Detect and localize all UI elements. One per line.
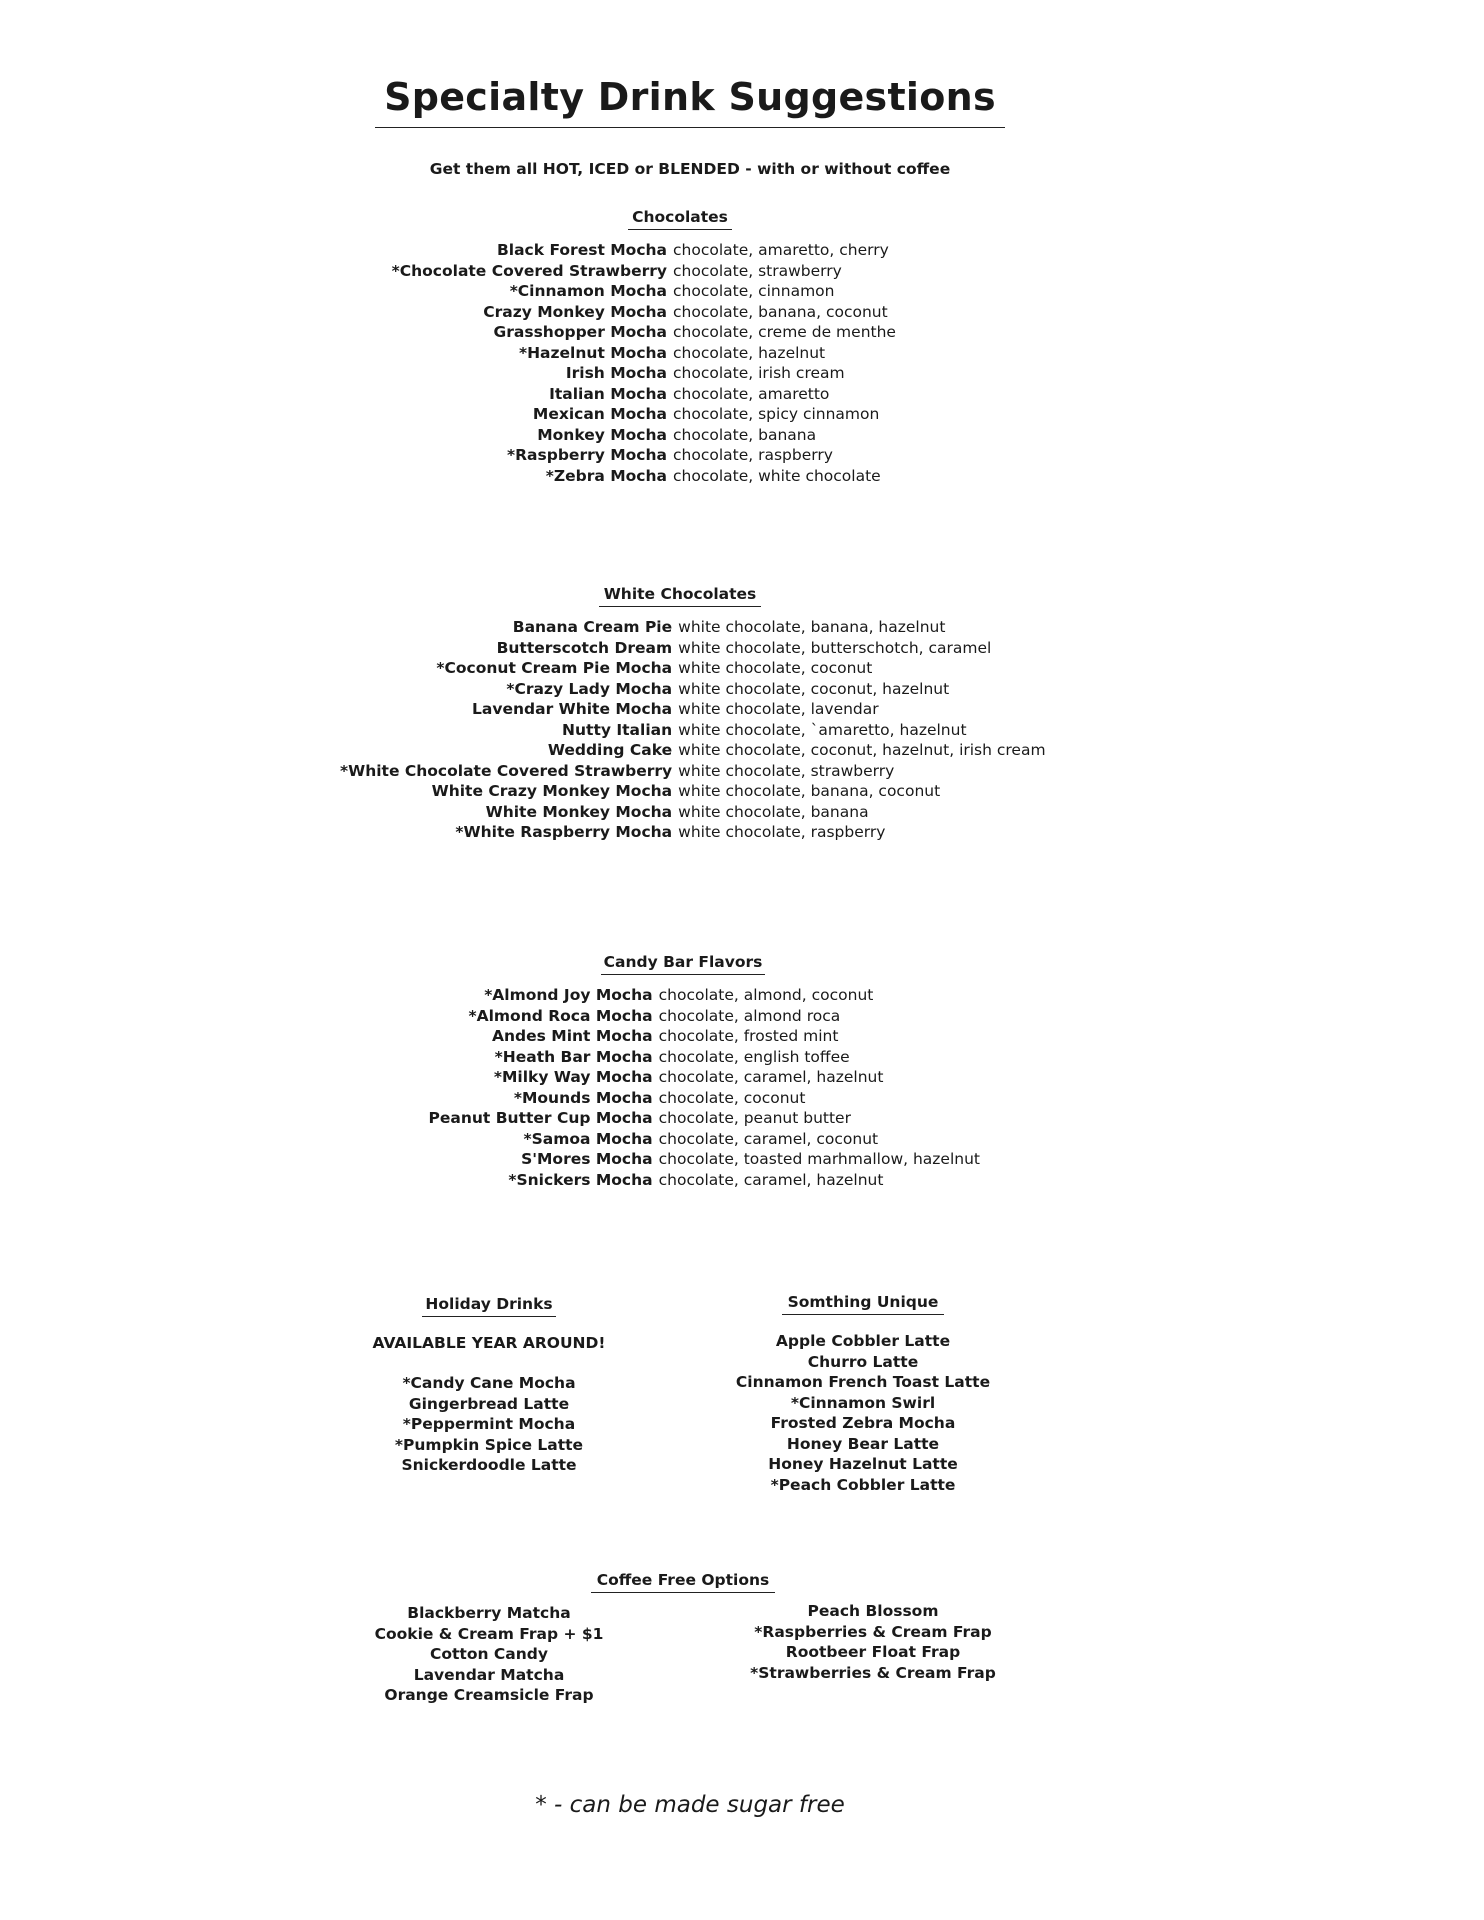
drink-name: Nutty Italian xyxy=(562,720,673,739)
menu-row xyxy=(340,638,1046,659)
drink-name: *Mounds Mocha xyxy=(513,1088,653,1107)
drink-ingredients: chocolate, strawberry xyxy=(673,261,842,280)
section-heading-unique: Somthing Unique xyxy=(787,1293,939,1311)
list-item: Apple Cobbler Latte xyxy=(775,1332,951,1350)
drink-name: Mexican Mocha xyxy=(532,405,667,423)
list-item: *Peach Cobbler Latte xyxy=(770,1475,956,1494)
list-item: Peach Blossom xyxy=(807,1602,939,1620)
drink-ingredients: white chocolate, lavendar xyxy=(678,700,879,718)
menu-row xyxy=(340,985,980,1006)
drink-name: Wedding Cake xyxy=(547,741,673,759)
drink-name: *Hazelnut Mocha xyxy=(518,343,667,362)
drink-ingredients: white chocolate, banana xyxy=(678,802,869,821)
menu-row xyxy=(340,363,960,384)
drink-name: *White Chocolate Covered Strawberry xyxy=(340,761,673,780)
drink-ingredients: chocolate, creme de menthe xyxy=(673,323,896,341)
drink-ingredients: white chocolate, banana, coconut xyxy=(678,782,941,800)
menu-table-chocolates xyxy=(340,240,960,486)
list-item: Honey Bear Latte xyxy=(786,1434,940,1453)
drink-name: Lavendar White Mocha xyxy=(472,700,673,718)
menu-row xyxy=(340,822,1046,843)
coffee-free-right-list xyxy=(733,1601,1013,1683)
drink-ingredients: chocolate, cinnamon xyxy=(673,282,835,300)
drink-ingredients: chocolate, english toffee xyxy=(658,1047,850,1066)
menu-table-white-chocolates xyxy=(340,617,1046,843)
section-divider-white-chocolates xyxy=(599,606,761,607)
menu-row xyxy=(340,281,960,302)
drink-name: Crazy Monkey Mocha xyxy=(483,302,667,321)
drink-ingredients: chocolate, caramel, coconut xyxy=(658,1129,879,1148)
drink-name: Grasshopper Mocha xyxy=(493,323,667,341)
drink-name: *Chocolate Covered Strawberry xyxy=(391,261,667,280)
drink-ingredients: white chocolate, raspberry xyxy=(678,823,886,841)
section-heading-coffee-free: Coffee Free Options xyxy=(596,1571,770,1589)
drink-name: Peanut Butter Cup Mocha xyxy=(428,1109,653,1127)
drink-name: *Heath Bar Mocha xyxy=(494,1047,653,1066)
section-divider-unique xyxy=(782,1314,944,1315)
drink-ingredients: chocolate, banana xyxy=(673,425,817,444)
menu-row xyxy=(340,240,960,261)
list-item: *Pumpkin Spice Latte xyxy=(394,1435,584,1454)
drink-ingredients: white chocolate, coconut, hazelnut, irish cream xyxy=(678,741,1046,759)
drink-ingredients: white chocolate, coconut, hazelnut xyxy=(678,679,950,698)
menu-row xyxy=(340,740,1046,761)
drink-ingredients: chocolate, banana, coconut xyxy=(673,302,888,321)
menu-row xyxy=(340,466,960,487)
drink-name: *Samoa Mocha xyxy=(523,1129,653,1148)
menu-row xyxy=(340,1047,980,1068)
section-heading-chocolates: Chocolates xyxy=(632,208,728,226)
drink-name: *Cinnamon Mocha xyxy=(509,282,667,300)
drink-name: *Almond Roca Mocha xyxy=(468,1006,653,1025)
menu-row xyxy=(340,1006,980,1027)
page-title: Specialty Drink Suggestions xyxy=(384,75,996,119)
menu-row xyxy=(340,322,960,343)
list-item: Frosted Zebra Mocha xyxy=(770,1414,956,1432)
menu-row xyxy=(340,1129,980,1150)
drink-name: *Coconut Cream Pie Mocha xyxy=(436,659,673,677)
drink-ingredients: chocolate, hazelnut xyxy=(673,343,826,362)
menu-row xyxy=(340,343,960,364)
drink-ingredients: chocolate, peanut butter xyxy=(658,1109,851,1127)
drink-name: Banana Cream Pie xyxy=(512,618,673,636)
drink-name: Black Forest Mocha xyxy=(496,241,667,259)
drink-ingredients: chocolate, irish cream xyxy=(673,364,845,382)
drink-ingredients: chocolate, frosted mint xyxy=(658,1027,839,1045)
drink-ingredients: white chocolate, coconut xyxy=(678,659,873,677)
menu-row xyxy=(340,1067,980,1088)
drink-ingredients: chocolate, almond, coconut xyxy=(658,986,874,1004)
page-subtitle: Get them all HOT, ICED or BLENDED - with or without coffee xyxy=(429,160,951,178)
drink-name: Monkey Mocha xyxy=(537,425,667,444)
holiday-note: AVAILABLE YEAR AROUND! xyxy=(372,1334,606,1352)
sugar-free-footnote: * - can be made sugar free xyxy=(535,1792,845,1818)
drink-ingredients: chocolate, coconut xyxy=(658,1088,806,1107)
list-item: Blackberry Matcha xyxy=(407,1604,571,1622)
menu-table-candy-bar xyxy=(340,985,980,1190)
drink-ingredients: chocolate, white chocolate xyxy=(673,466,881,485)
drink-ingredients: chocolate, almond roca xyxy=(658,1006,841,1025)
list-item: Orange Creamsicle Frap xyxy=(384,1686,594,1704)
section-heading-holiday: Holiday Drinks xyxy=(425,1295,553,1313)
list-item: Cinnamon French Toast Latte xyxy=(735,1373,991,1391)
list-item: Rootbeer Float Frap xyxy=(785,1643,961,1661)
list-item: Cookie & Cream Frap + $1 xyxy=(374,1624,604,1643)
menu-row xyxy=(340,1088,980,1109)
list-item: Gingerbread Latte xyxy=(408,1394,570,1413)
section-heading-white-chocolates: White Chocolates xyxy=(603,585,757,603)
menu-row xyxy=(340,425,960,446)
section-heading-candy-bar: Candy Bar Flavors xyxy=(603,953,763,971)
drink-ingredients: white chocolate, `amaretto, hazelnut xyxy=(678,720,967,739)
drink-ingredients: chocolate, caramel, hazelnut xyxy=(658,1170,884,1189)
menu-row xyxy=(340,679,1046,700)
menu-row xyxy=(340,761,1046,782)
drink-name: *Crazy Lady Mocha xyxy=(506,679,673,698)
drink-name: *Raspberry Mocha xyxy=(507,446,667,464)
drink-ingredients: white chocolate, banana, hazelnut xyxy=(678,618,946,636)
unique-list xyxy=(723,1331,1003,1495)
menu-row xyxy=(340,1170,980,1191)
section-divider-holiday xyxy=(422,1316,556,1317)
drink-name: White Monkey Mocha xyxy=(485,802,673,821)
drink-ingredients: chocolate, toasted marhmallow, hazelnut xyxy=(658,1150,980,1168)
section-divider-candy-bar xyxy=(601,974,765,975)
menu-row xyxy=(340,781,1046,802)
drink-ingredients: chocolate, caramel, hazelnut xyxy=(658,1068,884,1086)
list-item: Snickerdoodle Latte xyxy=(401,1456,577,1474)
menu-row xyxy=(340,699,1046,720)
list-item: *Cinnamon Swirl xyxy=(790,1393,936,1412)
menu-row xyxy=(340,617,1046,638)
list-item: Lavendar Matcha xyxy=(413,1665,565,1684)
list-item: Honey Hazelnut Latte xyxy=(768,1455,958,1473)
menu-row xyxy=(340,384,960,405)
title-divider xyxy=(375,127,1005,128)
list-item: *Candy Cane Mocha xyxy=(402,1374,576,1392)
section-divider-chocolates xyxy=(628,229,732,230)
menu-row xyxy=(340,445,960,466)
drink-ingredients: chocolate, amaretto xyxy=(673,384,830,403)
drink-name: S'Mores Mocha xyxy=(521,1150,653,1168)
coffee-free-left-list xyxy=(354,1603,624,1706)
menu-row xyxy=(340,802,1046,823)
drink-name: Andes Mint Mocha xyxy=(492,1027,653,1045)
drink-name: Butterscotch Dream xyxy=(496,638,673,657)
drink-name: *Snickers Mocha xyxy=(508,1170,653,1189)
holiday-list xyxy=(369,1373,609,1476)
drink-name: *Milky Way Mocha xyxy=(493,1068,653,1086)
menu-row xyxy=(340,1026,980,1047)
list-item: *Raspberries & Cream Frap xyxy=(754,1622,992,1641)
drink-name: Irish Mocha xyxy=(565,364,667,382)
menu-row xyxy=(340,404,960,425)
menu-row xyxy=(340,261,960,282)
section-divider-coffee-free xyxy=(591,1592,775,1593)
drink-ingredients: chocolate, raspberry xyxy=(673,446,833,464)
menu-row xyxy=(340,720,1046,741)
list-item: *Peppermint Mocha xyxy=(402,1415,576,1433)
drink-ingredients: chocolate, spicy cinnamon xyxy=(673,405,880,423)
menu-row xyxy=(340,658,1046,679)
drink-name: Italian Mocha xyxy=(549,384,667,403)
drink-ingredients: white chocolate, butterschotch, caramel xyxy=(678,638,992,657)
drink-ingredients: chocolate, amaretto, cherry xyxy=(673,241,889,259)
list-item: Cotton Candy xyxy=(430,1645,548,1663)
drink-name: *Almond Joy Mocha xyxy=(484,986,653,1004)
drink-name: *White Raspberry Mocha xyxy=(455,823,673,841)
drink-name: *Zebra Mocha xyxy=(545,466,667,485)
menu-row xyxy=(340,302,960,323)
drink-name: White Crazy Monkey Mocha xyxy=(431,782,673,800)
drink-ingredients: white chocolate, strawberry xyxy=(678,761,895,780)
menu-row xyxy=(340,1149,980,1170)
list-item: *Strawberries & Cream Frap xyxy=(750,1663,996,1682)
list-item: Churro Latte xyxy=(807,1352,919,1371)
menu-row xyxy=(340,1108,980,1129)
